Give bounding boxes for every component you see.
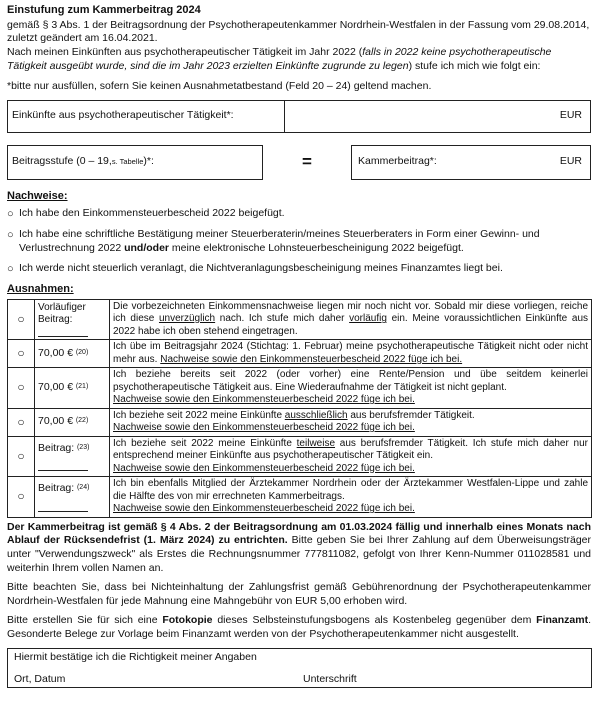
- confirmation-text: Hiermit bestätige ich die Richtigkeit meiner Angaben: [14, 651, 257, 664]
- radio-circle-icon[interactable]: ○: [7, 228, 14, 241]
- proof-option-1[interactable]: ○ Ich habe den Einkommensteuerbescheid 2022 beigefügt.: [7, 207, 285, 221]
- radio-circle-icon[interactable]: ○: [8, 299, 35, 340]
- table-row: ○ 70,00 € (22) Ich beziehe seit 2022 meine Einkünfte ausschließlich aus berufsfremder Tätigkeit. Nachweise sowie den Einkommensteuerbescheid 2022 füge ich bei.: [8, 408, 592, 436]
- radio-circle-icon[interactable]: ○: [8, 436, 35, 477]
- radio-circle-icon[interactable]: ○: [8, 477, 35, 518]
- income-unit: EUR: [559, 109, 582, 122]
- payment-text: Der Kammerbeitrag ist gemäß § 4 Abs. 2 der Beitragsordnung am 01.03.2024 fällig und innerhalb eines Monats nach Ablauf der Rücksendefrist (1. März 2024) zu entrichten. Bitte geben Sie bei Ihrer Zahlung auf dem Überweisungsträger unter "Verwendungszweck" als Erstes die Rechnungsnummer 777811082, gefolgt von Ihrer Kenn-Nummer 011028581 und weiterhin Ihrem vollen Namen an.: [7, 520, 592, 575]
- amount-blank[interactable]: [38, 502, 88, 512]
- proof-option-3[interactable]: ○ Ich werde nicht steuerlich veranlagt, die Nichtveranlagungsbescheinigung meines Finanzamtes liegt bei.: [7, 261, 503, 275]
- table-row: ○ 70,00 € (21) Ich beziehe bereits seit 2022 (oder vorher) eine Rente/Pension und übe seitdem keinerlei psychotherapeutische Tätigkeit aus. Eine Wiederaufnahme der Tätigkeit ist nicht geplant. Nachweise sowie den Einkommensteuerbescheid 2022 füge ich bei.: [8, 368, 592, 409]
- equals-sign: =: [302, 152, 312, 172]
- signature-label: Unterschrift: [303, 672, 357, 685]
- fee-unit: EUR: [559, 155, 582, 168]
- table-row: ○ Beitrag: (24) Ich bin ebenfalls Mitglied der Ärztekammer Nordrhein oder der Ärztekammer Westfalen-Lippe und zahle die Hälfte des von mir errechneten Kammerbeitrags. Nachweise sowie den Einkommensteuerbescheid 2022 füge ich bei.: [8, 477, 592, 518]
- proofs-heading: Nachweise:: [7, 189, 68, 202]
- table-row: ○ Beitrag: (23) Ich beziehe seit 2022 meine Einkünfte teilweise aus berufsfremder Tätigkeit. Ich stufe mich daher nur entsprechend meiner Einkünfte aus psychotherapeutischer Tätigkeit ein. Nachweise sowie den Einkommensteuerbescheid 2022 füge ich bei.: [8, 436, 592, 477]
- intro-text-2: Nach meinen Einkünften aus psychotherapeutischer Tätigkeit im Jahr 2022 (falls in 2022 keine psychotherapeutische Tätigkeit ausgeübt wurde, sind die im Jahr 2023 erzielten Einkünfte zugrunde zu legen) stufe ich mich wie folgt ein:: [7, 46, 552, 73]
- place-date-label: Ort, Datum: [14, 672, 66, 685]
- exceptions-heading: Ausnahmen:: [7, 283, 74, 296]
- form-title: Einstufung zum Kammerbeitrag 2024: [7, 4, 201, 16]
- radio-circle-icon[interactable]: ○: [7, 262, 14, 275]
- copy-text: Bitte erstellen Sie für sich eine Fotokopie dieses Selbsteinstufungsbogens als Kostenbeleg gegenüber dem Finanzamt. Gesonderte Belege zur Vorlage beim Finanzamt werden von der Psychotherapeutenkammer nicht ausgestellt.: [7, 613, 591, 640]
- confirmation-box[interactable]: [7, 648, 592, 688]
- radio-circle-icon[interactable]: ○: [8, 368, 35, 409]
- reminder-text: Bitte beachten Sie, dass bei Nichteinhaltung der Zahlungsfrist gemäß Gebührenordnung der Psychotherapeutenkammer Nordrhein-Westfalen für jede Mahnung eine Mahngebühr von EUR 5,00 erhoben wird.: [7, 581, 591, 607]
- radio-circle-icon[interactable]: ○: [8, 340, 35, 368]
- amount-blank[interactable]: [38, 461, 88, 471]
- fee-label: Kammerbeitrag*:: [358, 155, 437, 168]
- proof-option-2[interactable]: ○ Ich habe eine schriftliche Bestätigung meiner Steuerberaterin/meines Steuerberaters in Form einer Gewinn- und Verlustrechnung 2022 und/oder meine elektronische Lohnsteuerbescheinigung 2022 beigefügt.: [7, 227, 540, 254]
- income-label: Einkünfte aus psychotherapeutischer Tätigkeit*:: [8, 101, 285, 132]
- amount-blank[interactable]: [38, 327, 88, 337]
- table-row: ○ 70,00 € (20) Ich übe im Beitragsjahr 2024 (Stichtag: 1. Februar) meine psychotherapeutische Tätigkeit nicht oder nicht mehr aus. Nachweise sowie den Einkommensteuerbescheid 2022 füge ich bei.: [8, 340, 592, 368]
- fee-field[interactable]: [351, 145, 591, 180]
- fill-note: *bitte nur ausfüllen, sofern Sie keinen Ausnahmetatbestand (Feld 20 – 24) geltend machen.: [7, 79, 432, 92]
- contribution-level-field[interactable]: Beitragsstufe (0 – 19, s. Tabelle )*:: [7, 145, 263, 180]
- table-row: ○ Vorläufiger Beitrag: Die vorbezeichneten Einkommensnachweise liegen mir noch nicht vor. Sobald mir diese vorliegen, reiche ich diese unverzüglich nach. Ich stufe mich daher vorläufig ein. Meine voraussichtlichen Einkünfte aus 2022 habe ich oben stehend eingetragen.: [8, 299, 592, 340]
- exceptions-table: [7, 299, 592, 518]
- income-field[interactable]: [7, 100, 591, 133]
- radio-circle-icon[interactable]: ○: [7, 208, 14, 221]
- intro-text-1: gemäß § 3 Abs. 1 der Beitragsordnung der Psychotherapeutenkammer Nordrhein-Westfalen in der Fassung vom 29.08.2014, zuletzt geändert am 16.04.2021.: [7, 18, 590, 45]
- radio-circle-icon[interactable]: ○: [8, 408, 35, 436]
